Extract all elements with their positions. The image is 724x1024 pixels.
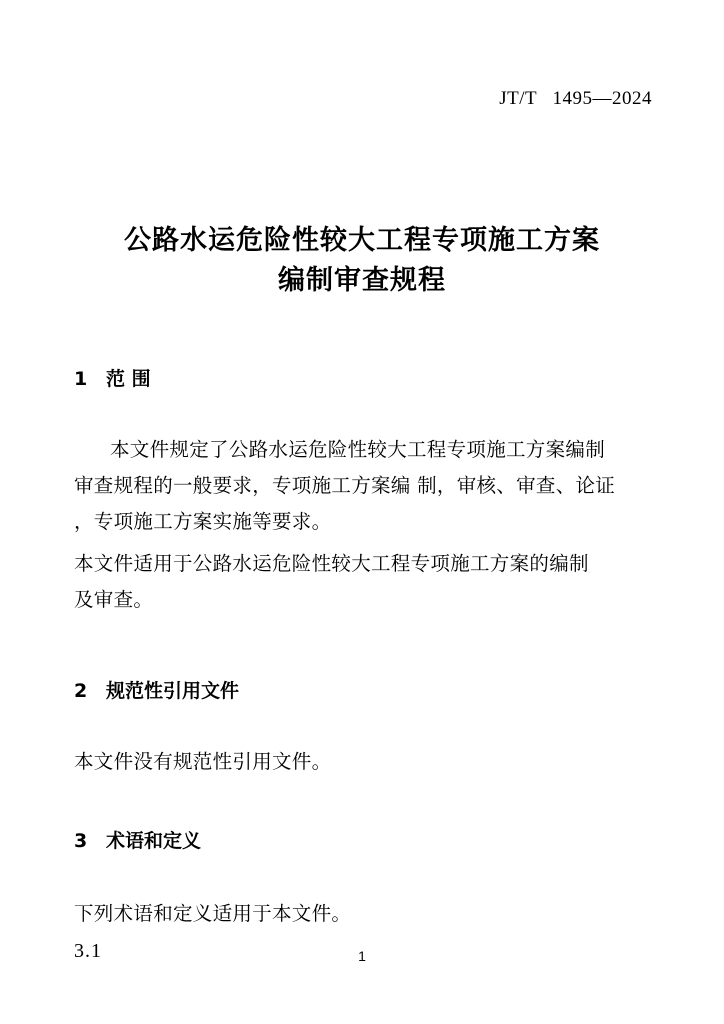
- section-2-paragraph: 本文件没有规范性引用文件。: [74, 750, 332, 773]
- section-3-title: 术语和定义: [106, 830, 202, 852]
- subsection-number: 3.1: [74, 940, 102, 962]
- section-1-heading: [74, 364, 151, 391]
- section-1-paragraph-line: 本文件适用于公路水运危险性较大工程专项施工方案的编制: [74, 552, 589, 575]
- section-1-paragraph-line: 审查规程的一般要求，专项施工方案编 制，审核、审查、论证: [74, 474, 616, 497]
- page-number: 1: [358, 948, 366, 964]
- document-title-line-1: 公路水运危险性较大工程专项施工方案: [124, 225, 600, 256]
- section-3-paragraph: 下列术语和定义适用于本文件。: [74, 902, 352, 925]
- section-1-paragraph-line: 本文件规定了公路水运危险性较大工程专项施工方案编制: [110, 438, 606, 461]
- section-2-title: 规范性引用文件: [106, 680, 240, 702]
- section-1-paragraph-line: 及审查。: [74, 588, 154, 611]
- section-2-heading: [74, 676, 239, 703]
- section-3-number: 3: [74, 830, 88, 852]
- section-3-heading: [74, 826, 201, 853]
- section-1-title: 范 围: [106, 368, 151, 390]
- document-title-line-2: 编制审查规程: [278, 265, 446, 296]
- section-1-number: 1: [74, 368, 88, 390]
- standard-code: JT/T 1495—2024: [499, 88, 652, 109]
- section-1-paragraph-line: ，专项施工方案实施等要求。: [74, 510, 332, 533]
- section-2-number: 2: [74, 680, 88, 702]
